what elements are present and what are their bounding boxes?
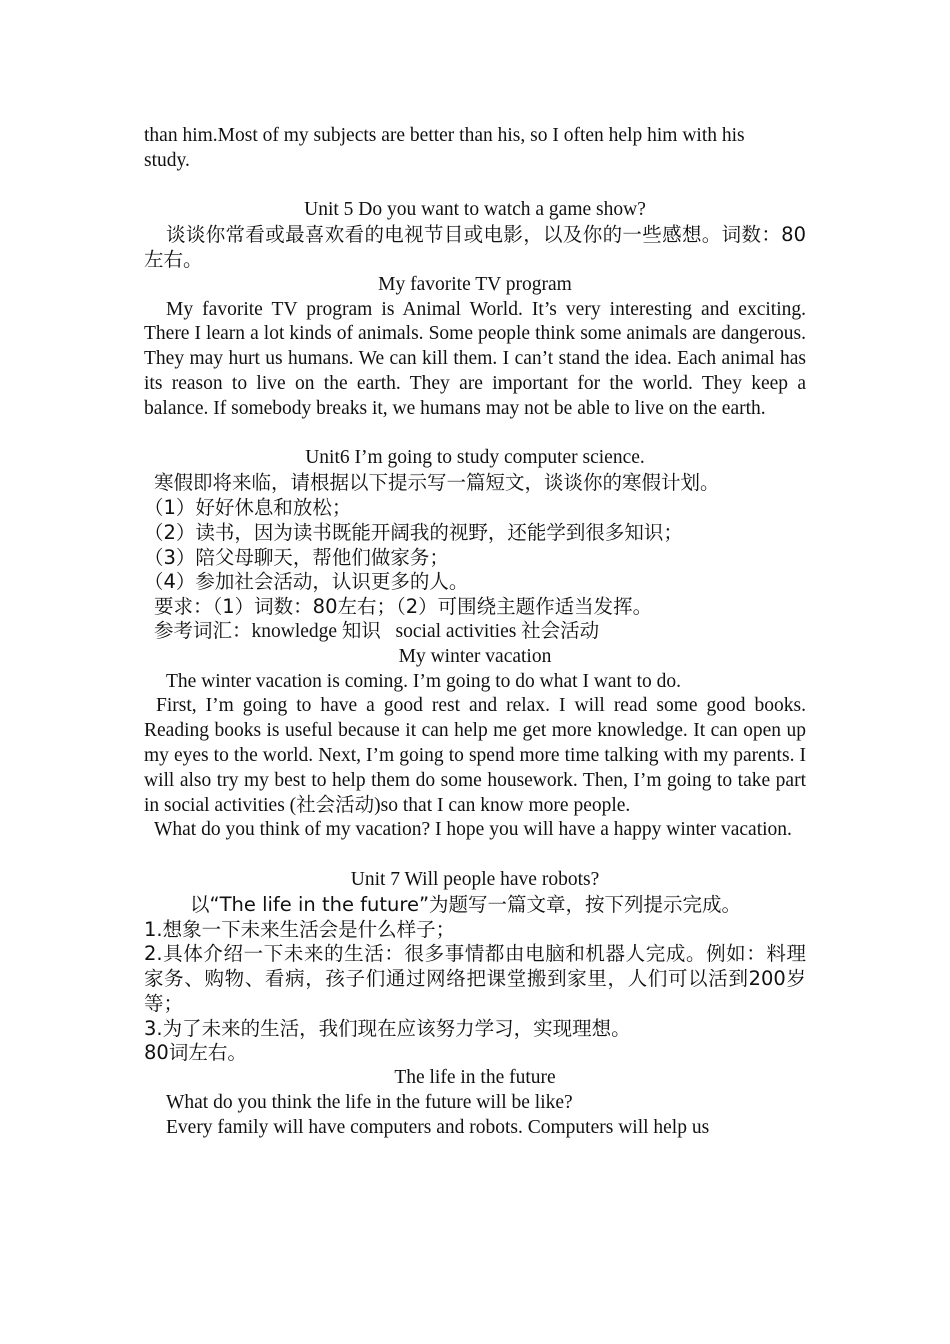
unit6-point-1: （1）好好休息和放松； [144, 495, 352, 519]
unit7-essay-p1: What do you think the life in the future will be like? [166, 1092, 573, 1114]
unit6-point-4: （4）参加社会活动，认识更多的人。 [144, 570, 469, 594]
unit7-prompt: 以“The life in the future”为题写一篇文章，按下列提示完成。 [190, 892, 742, 916]
intro-paragraph: than him.Most of my subjects are better than his, so I often help him with his study. [144, 125, 745, 171]
unit6-prompt: 寒假即将来临，请根据以下提示写一篇短文，谈谈你的寒假计划。 [154, 471, 720, 495]
unit7-essay-p2: Every family will have computers and robots. Computers will help us [166, 1116, 710, 1138]
unit7-point-3: 3.为了未来的生活，我们现在应该努力学习，实现理想。 [144, 1016, 631, 1040]
unit5-section [144, 198, 806, 421]
unit7-point-2: 2.具体介绍一下未来的生活：很多事情都由电脑和机器人完成。例如：料理家务、购物、看病，孩子们通过网络把课堂搬到家里，人们可以活到200岁等； [144, 942, 806, 1015]
unit6-essay-title: My winter vacation [398, 645, 552, 667]
unit6-essay-p2: First, I’m going to have a good rest and relax. I will read some good books. Reading books is useful because it can help me get more knowledge. It can open up my eyes to the world. Next, I’m going to spend more time talking with my parents. I will also try my best to help them do some housework. Then, I’m going to take part in social activities (社会活动)so that I can know more people. [144, 695, 806, 816]
unit6-section [144, 446, 806, 843]
unit6-essay-p3: What do you think of my vacation? I hope you will have a happy winter vacation. [154, 819, 792, 841]
unit6-essay-p1: The winter vacation is coming. I’m going to do what I want to do. [166, 670, 682, 692]
unit5-prompt: 谈谈你常看或最喜欢看的电视节目或电影，以及你的一些感想。词数：80左右。 [144, 223, 806, 271]
unit7-point-1: 1.想象一下未来生活会是什么样子； [144, 917, 456, 941]
spacer [144, 843, 806, 868]
unit7-heading: Unit 7 Will people have robots? [350, 868, 600, 890]
unit6-heading: Unit6 I’m going to study computer science. [305, 447, 645, 469]
unit5-essay-title: My favorite TV program [378, 273, 572, 295]
unit6-point-2: （2）读书，因为读书既能开阔我的视野，还能学到很多知识； [144, 520, 683, 544]
unit6-requirements: 要求：（1）词数：80左右；（2）可围绕主题作适当发挥。 [154, 595, 653, 619]
document-page [144, 124, 806, 1141]
unit7-essay-title: The life in the future [394, 1067, 556, 1089]
unit7-section [144, 868, 806, 1141]
unit6-point-3: （3）陪父母聊天，帮他们做家务； [144, 545, 449, 569]
unit7-word-count: 80词左右。 [144, 1041, 247, 1065]
unit5-heading: Unit 5 Do you want to watch a game show? [304, 199, 646, 221]
unit6-vocab: 参考词汇：knowledge 知识 social activities 社会活动 [154, 620, 600, 642]
unit5-essay: My favorite TV program is Animal World. It’s very interesting and exciting. There I learn a lot kinds of animals. Some people think some animals are dangerous. They may hurt us humans. We can kill them. I can’t stand the idea. Each animal has its reason to live on the earth. They are important for the world. They keep a balance. If somebody breaks it, we humans may not be able to live on the earth. [144, 298, 806, 419]
spacer [144, 422, 806, 447]
spacer [144, 174, 806, 199]
